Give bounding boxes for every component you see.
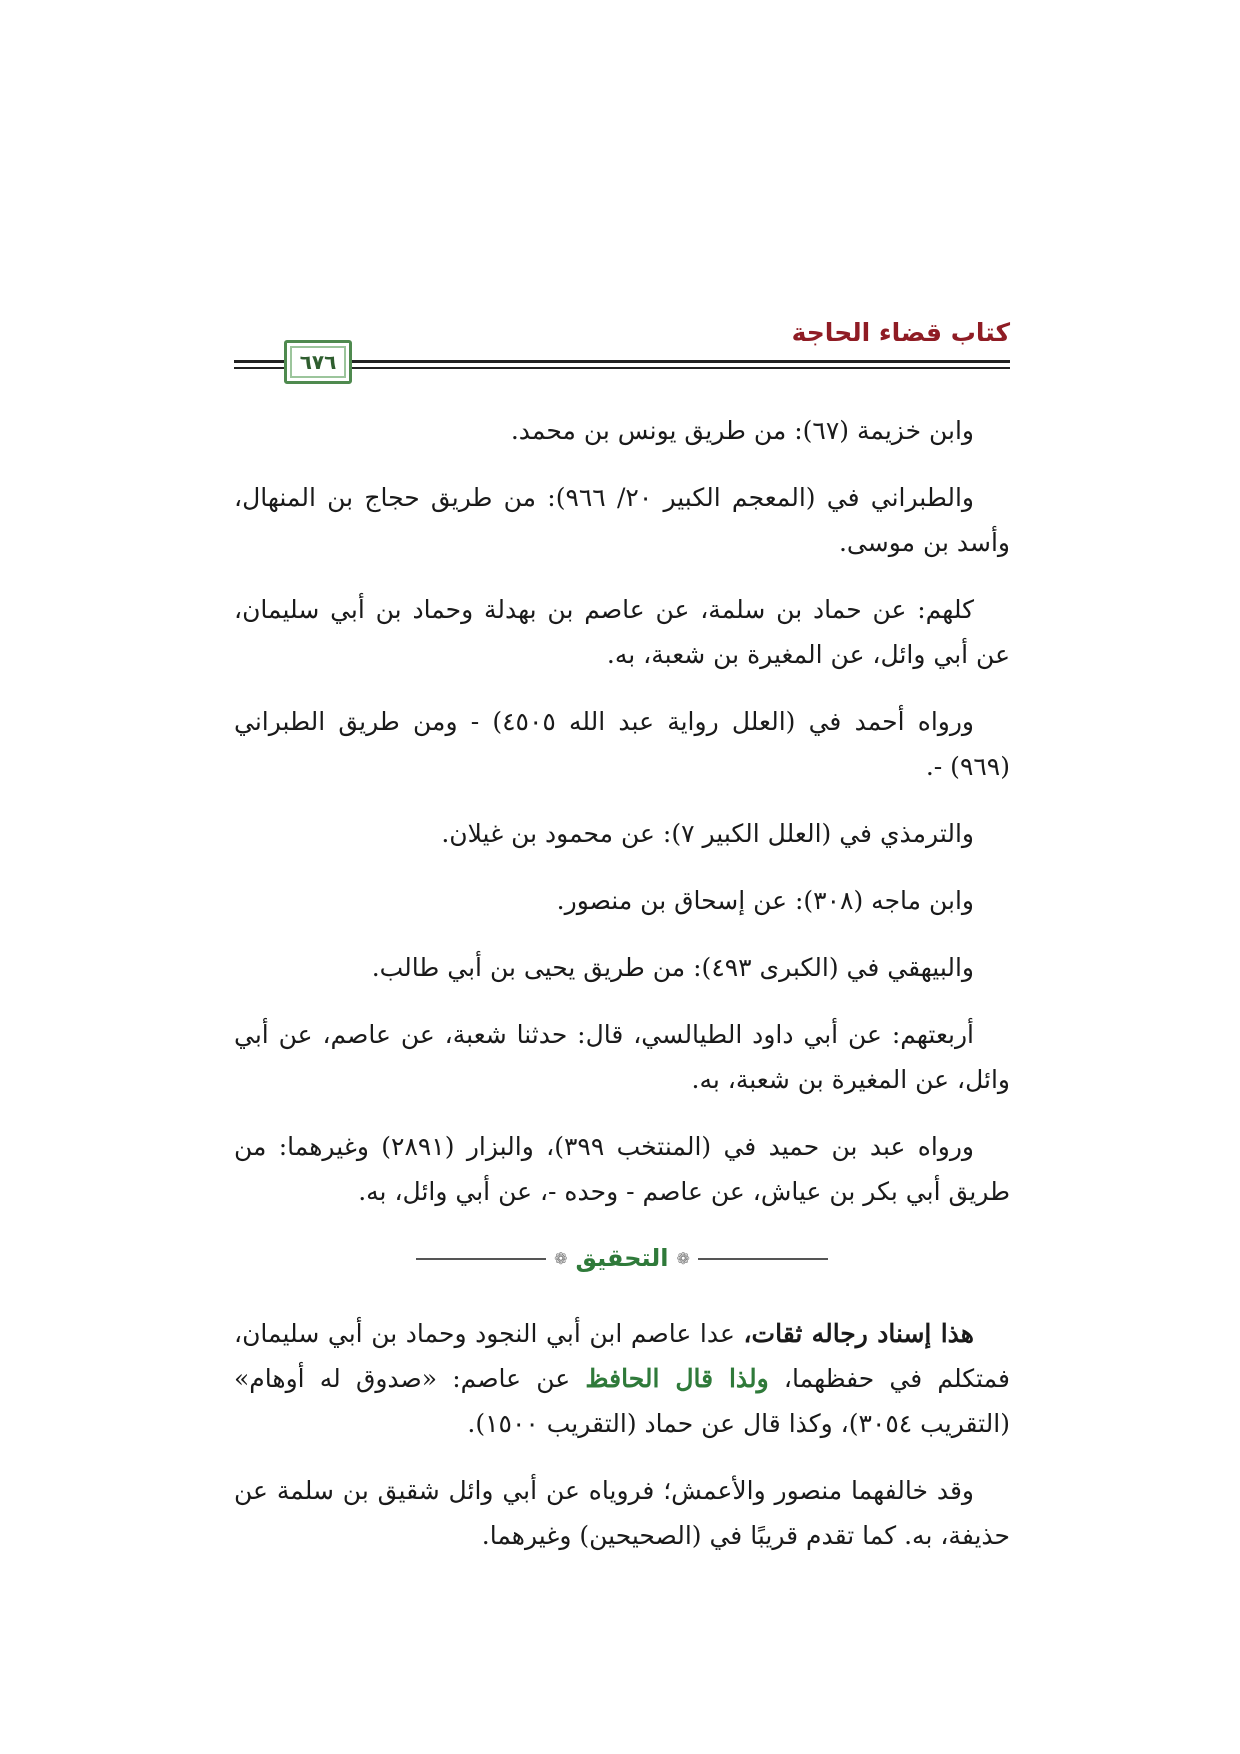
page-number-badge: [284, 340, 352, 384]
highlighted-phrase: ولذا قال الحافظ: [585, 1364, 769, 1393]
paragraph: ورواه عبد بن حميد في (المنتخب ٣٩٩)، والبزار (٢٨٩١) وغيرهما: من طريق أبي بكر بن عياش، عن عاصم - وحده -، عن أبي وائل، به.: [234, 1132, 1010, 1206]
divider-line: [416, 1258, 546, 1260]
page-body: [234, 408, 1010, 1580]
paragraph: ورواه أحمد في (العلل رواية عبد الله ٤٥٠٥) - ومن طريق الطبراني (٩٦٩) -.: [234, 707, 1010, 781]
paragraph: وابن ماجه (٣٠٨): عن إسحاق بن منصور.: [556, 886, 974, 915]
section-divider: [234, 1236, 1010, 1281]
paragraph: أربعتهم: عن أبي داود الطيالسي، قال: حدثنا شعبة، عن عاصم، عن أبي وائل، عن المغيرة بن شعبة، به.: [234, 1020, 1010, 1094]
bold-phrase: هذا إسناد رجاله ثقات،: [743, 1319, 974, 1348]
page-number: ٦٧٦: [299, 350, 337, 374]
paragraph: والبيهقي في (الكبرى ٤٩٣): من طريق يحيى بن أبي طالب.: [371, 953, 974, 982]
paragraph: وابن خزيمة (٦٧): من طريق يونس بن محمد.: [510, 416, 974, 445]
paragraph: والترمذي في (العلل الكبير ٧): عن محمود بن غيلان.: [441, 819, 974, 848]
text-run: عدا عاصم ابن أبي النجود وحماد بن أبي سليمان، فمتكلم في حفظهما،: [234, 1319, 1011, 1393]
paragraph: كلهم: عن حماد بن سلمة، عن عاصم بن بهدلة وحماد بن أبي سليمان، عن أبي وائل، عن المغيرة بن شعبة، به.: [234, 595, 1010, 669]
text-run: عن عاصم: «صدوق له أوهام» (التقريب ٣٠٥٤)، وكذا قال عن حماد (التقريب ١٥٠٠).: [234, 1364, 1010, 1438]
page-header: [234, 310, 1010, 390]
tahqiq-paragraph: وقد خالفهما منصور والأعمش؛ فروياه عن أبي وائل شقيق بن سلمة عن حذيفة، به. كما تقدم قريبًا في (الصحيحين) وغيرهما.: [234, 1476, 1010, 1550]
ornament-icon: ❁: [554, 1249, 568, 1268]
ornament-icon: ❁: [676, 1249, 690, 1268]
tahqiq-paragraph: [234, 1311, 1010, 1446]
divider-line: [698, 1258, 828, 1260]
section-heading: التحقيق: [575, 1244, 669, 1272]
book-title: كتاب قضاء الحاجة: [791, 318, 1010, 347]
paragraph: والطبراني في (المعجم الكبير ٢٠/ ٩٦٦): من طريق حجاج بن المنهال، وأسد بن موسى.: [234, 483, 1010, 557]
